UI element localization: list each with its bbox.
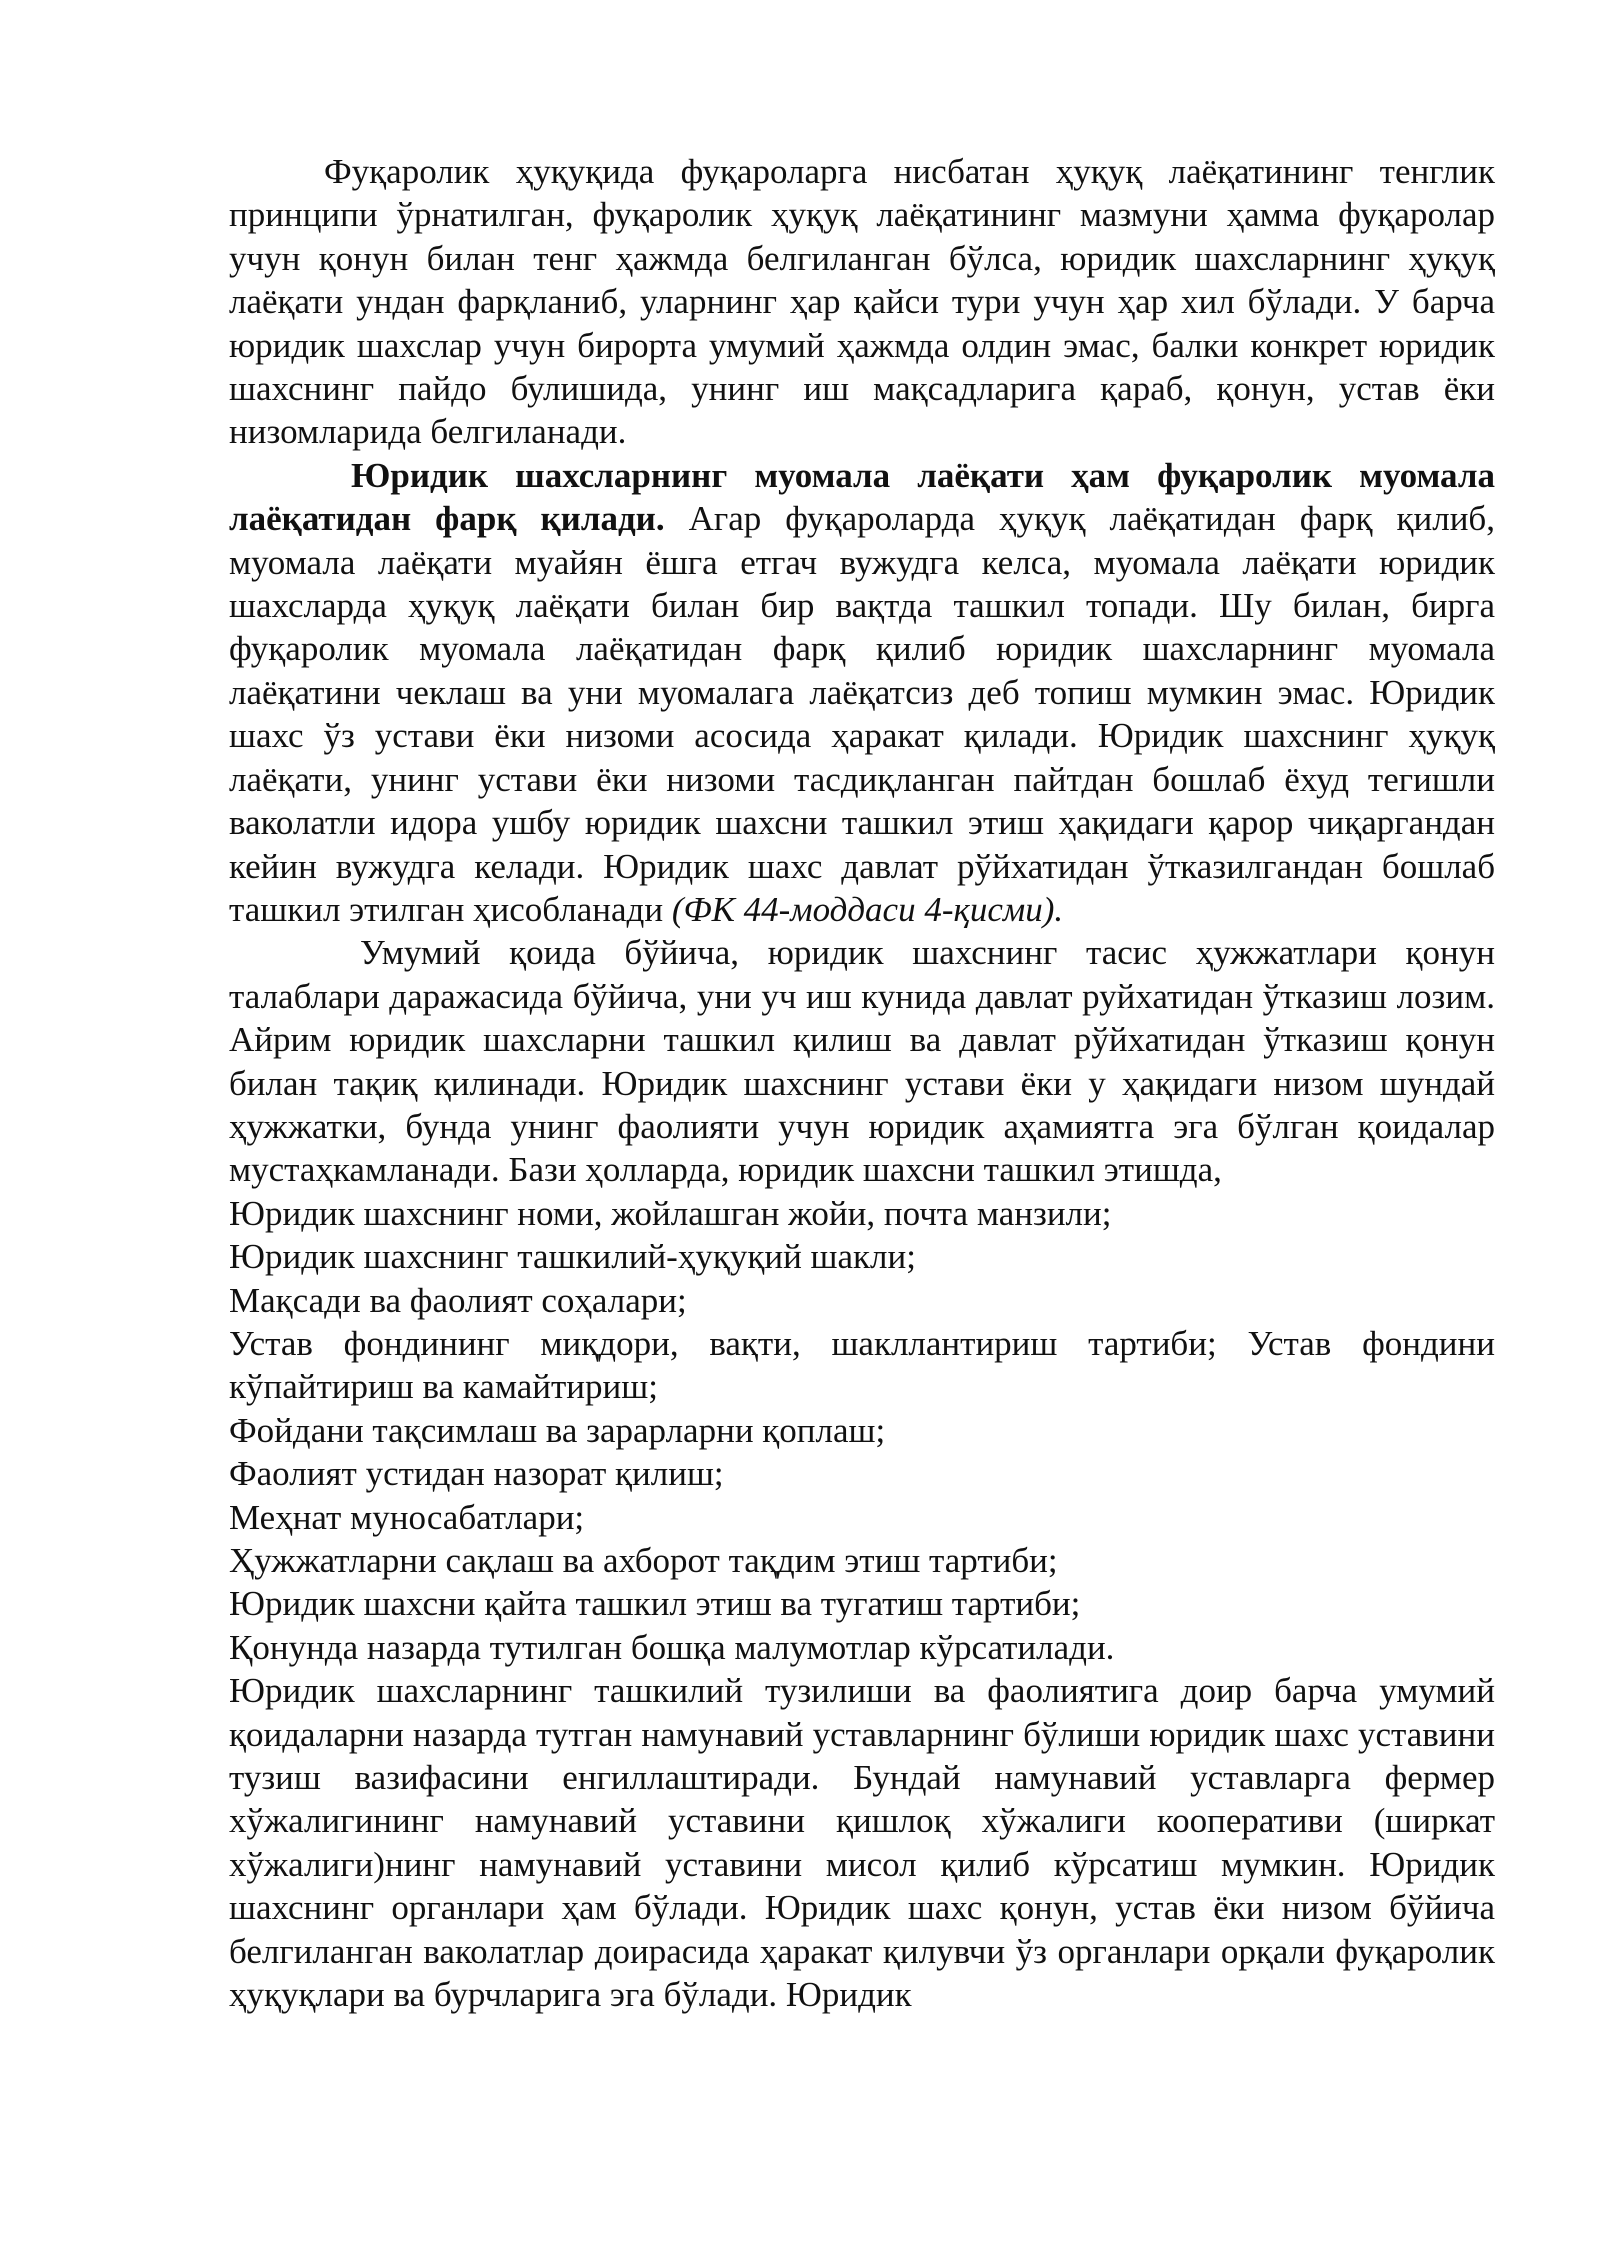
- paragraph-body: Агар фуқароларда ҳуқуқ лаёқатидан фарқ қилиб, муомала лаёқати муайян ёшга етгач вужудга келса, муомала лаёқати юридик шахсларда ҳуқуқ лаёқати билан бир вақтда ташкил топади. Шу билан, бирга фуқаролик муомала лаёқатидан фарқ қилиб юридик шахсларнинг муомала лаёқатини чеклаш ва уни муомалага лаёқатсиз деб топиш мумкин эмас. Юридик шахс ўз устави ёки низоми асосида ҳаракат қилади. Юридик шахснинг ҳуқуқ лаёқати, унинг устави ёки низоми тасдиқланган пайтдан бошлаб ёхуд тегишли ваколатли идора ушбу юридик шахсни ташкил этиш ҳақидаги қарор чиқаргандан кейин вужудга келади. Юридик шахс давлат рўйхатидан ўтказилгандан бошлаб ташкил этилган ҳисобланади: [229, 499, 1495, 929]
- list-item: Мақсади ва фаолият соҳалари;: [229, 1280, 687, 1320]
- paragraph-capacity-to-act: [229, 454, 1495, 931]
- document-page: [229, 150, 1495, 2016]
- list-item: Фаолият устидан назорат қилиш;: [229, 1454, 724, 1494]
- list-item: Юридик шахснинг ташкилий-ҳуқуқий шакли;: [229, 1237, 916, 1277]
- list-item: Устав фондининг миқдори, вақти, шакллантириш тартиби; Устав фондини кўпайтириш ва камайтириш;: [229, 1323, 1495, 1407]
- paragraph-model-charters: Юридик шахсларнинг ташкилий тузилиши ва фаолиятига доир барча умумий қоидаларни назарда тутган намунавий уставларнинг бўлиши юридик шахс уставини тузиш вазифасини енгиллаштиради. Бундай намунавий уставларга фермер хўжалигининг намунавий уставини қишлоқ хўжалиги кооперативи (ширкат хўжалиги)нинг намунавий уставини мисол қилиб кўрсатиш мумкин. Юридик шахснинг органлари ҳам бўлади. Юридик шахс қонун, устав ёки низом бўйича белгиланган ваколатлар доирасида ҳаракат қилувчи ўз органлари орқали фуқаролик ҳуқуқлари ва бурчларига эга бўлади. Юридик: [229, 1671, 1495, 2015]
- list-item: Фойдани тақсимлаш ва зарарларни қоплаш;: [229, 1410, 886, 1450]
- list-item: Қонунда назарда тутилган бошқа малумотлар кўрсатилади.: [229, 1627, 1115, 1667]
- paragraph-citation: (ФК 44-моддаси 4-қисми).: [671, 889, 1064, 929]
- paragraph-legal-capacity: Фуқаролик ҳуқуқида фуқароларга нисбатан ҳуқуқ лаёқатининг тенглик принципи ўрнатилган, фуқаролик ҳуқуқ лаёқатининг мазмуни ҳамма фуқаролар учун қонун билан тенг ҳажмда белгиланган бўлса, юридик шахсларнинг ҳуқуқ лаёқати ундан фарқланиб, уларнинг ҳар қайси тури учун ҳар хил бўлади. У барча юридик шахслар учун бирорта умумий ҳажмда олдин эмас, балки конкрет юридик шахснинг пайдо булишида, унинг иш мақсадларига қараб, қонун, устав ёки низомларида белгиланади.: [229, 152, 1495, 452]
- list-item: Ҳужжатларни сақлаш ва ахборот тақдим этиш тартиби;: [229, 1541, 1058, 1580]
- list-item: Меҳнат муносабатлари;: [229, 1497, 585, 1537]
- paragraph-lead-bold: Юридик шахсларнинг муомала лаёқати ҳам фуқаролик муомала лаёқатидан фарқ қилади.: [229, 455, 1495, 539]
- paragraph-registration: Умумий қоида бўйича, юридик шахснинг тасис ҳужжатлари қонун талаблари даражасида бўйича, уни уч иш кунида давлат руйхатидан ўтказиш лозим. Айрим юридик шахсларни ташкил қилиш ва давлат рўйхатидан ўтказиш қонун билан тақиқ қилинади. Юридик шахснинг устави ёки у ҳақидаги низом шундай ҳужжатки, бунда унинг фаолияти учун юридик аҳамиятга эга бўлган қоидалар мустаҳкамланади. Бази ҳолларда, юридик шахсни ташкил этишда,: [229, 933, 1495, 1190]
- list-item: Юридик шахснинг номи, жойлашган жойи, почта манзили;: [229, 1193, 1112, 1233]
- list-item: Юридик шахсни қайта ташкил этиш ва тугатиш тартиби;: [229, 1584, 1081, 1624]
